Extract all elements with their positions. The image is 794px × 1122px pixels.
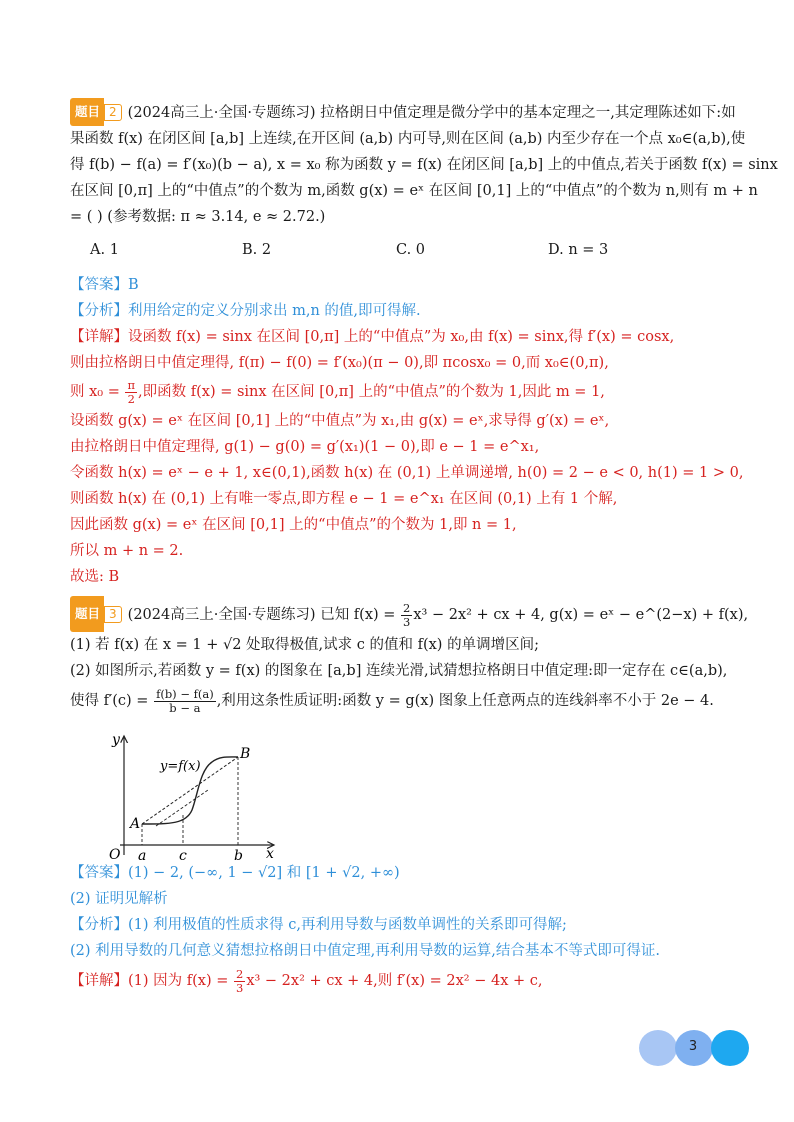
problem2-detail-7: 则函数 h(x) 在 (0,1) 上有唯一零点,即方程 e − 1 = e^x₁ 在区间 (0,1) 上有 1 个解, [70, 491, 618, 507]
page-content [70, 98, 778, 998]
fraction-numerator: π [127, 377, 136, 392]
point-a-label: A [130, 816, 141, 832]
y-axis-label: y [112, 732, 120, 748]
problem2-detail-2: 则由拉格朗日中值定理得, f(π) − f(0) = f′(x₀)(π − 0),即 πcosx₀ = 0,而 x₀∈(0,π), [70, 355, 609, 371]
fraction-numerator: 2 [403, 600, 411, 615]
choice-d: D. n = 3 [548, 242, 609, 258]
problem3-q1: (1) 若 f(x) 在 x = 1 + √2 处取得极值,试求 c 的值和 f(x) 的单调增区间; [70, 637, 539, 653]
page-number: 3 [688, 1039, 698, 1054]
x-axis-label: x [266, 846, 274, 860]
problem3-analysis-2: (2) 利用导数的几何意义猜想拉格朗日中值定理,再利用导数的运算,结合基本不等式即可得证. [70, 943, 660, 959]
problem2-answer: 【答案】B [70, 277, 139, 293]
fraction-two-thirds [401, 602, 412, 629]
problem2-analysis: 【分析】利用给定的定义分别求出 m,n 的值,即可得解. [70, 303, 421, 319]
fraction-denominator: 3 [403, 614, 411, 629]
problem2-line-4: 在区间 [0,π] 上的“中值点”的个数为 m,函数 g(x) = eˣ 在区间 [0,1] 上的“中值点”的个数为 n,则有 m + n [70, 183, 758, 199]
q2-text: ,利用这条性质证明:函数 y = g(x) 图象上任意两点的连线斜率不小于 2e − 4. [216, 693, 714, 709]
fraction-denominator: b − a [169, 700, 201, 715]
tick-c-label: c [179, 848, 187, 860]
problem3-answer-1: 【答案】(1) − 2, (−∞, 1 − √2] 和 [1 + √2, +∞) [70, 865, 400, 881]
problem3-stem-cont: x³ − 2x² + cx + 4, g(x) = eˣ − e^(2−x) + f(x), [413, 607, 749, 623]
choice-c: C. 0 [396, 242, 426, 258]
fraction-denominator: 2 [127, 391, 135, 406]
problem3-detail-1 [70, 964, 745, 998]
figure-svg [100, 730, 280, 860]
detail-text: x³ − 2x² + cx + 4,则 f′(x) = 2x² − 4x + c, [246, 973, 543, 989]
problem2-line-5: = ( ) (参考数据: π ≈ 3.14, e ≈ 2.72.) [70, 209, 326, 225]
tick-a-label: a [138, 848, 147, 860]
tick-b-label: b [234, 848, 243, 860]
problem-number: 2 [104, 104, 122, 121]
detail-text: ,即函数 f(x) = sinx 在区间 [0,π] 上的“中值点”的个数为 1,因此 m = 1, [138, 384, 605, 400]
problem2-line-2: 果函数 f(x) 在闭区间 [a,b] 上连续,在开区间 (a,b) 内可导,则在区间 (a,b) 内至少存在一个点 x₀∈(a,b),使 [70, 131, 746, 147]
problem2-detail-8: 因此函数 g(x) = eˣ 在区间 [0,1] 上的“中值点”的个数为 1,即 n = 1, [70, 517, 517, 533]
footer-circle-left [639, 1030, 677, 1066]
problem2-line-1 [70, 98, 745, 126]
detail-text: 则 x₀ = [70, 384, 125, 400]
problem-tag: 题目 [70, 98, 104, 126]
detail-text: 【详解】(1) 因为 f(x) = [70, 973, 233, 989]
origin-label: O [109, 847, 121, 860]
problem2-line-3: 得 f(b) − f(a) = f′(x₀)(b − a), x = x₀ 称为函数 y = f(x) 在闭区间 [a,b] 上的中值点,若关于函数 f(x) = sinx [70, 157, 778, 173]
problem2-detail-5: 由拉格朗日中值定理得, g(1) − g(0) = g′(x₁)(1 − 0),即 e − 1 = e^x₁, [70, 439, 540, 455]
problem2-detail-10: 故选: B [70, 569, 120, 585]
problem3-q2-cont [70, 684, 745, 718]
fraction-mean-value [154, 688, 216, 715]
point-b-label: B [240, 746, 251, 762]
footer-circle-right [711, 1030, 749, 1066]
curve-label: y=f(x) [160, 759, 201, 774]
q2-text: 使得 f′(c) = [70, 693, 154, 709]
problem2-detail-3 [70, 376, 745, 408]
problem3-line-1 [70, 596, 749, 632]
fraction-pi-over-2 [125, 379, 137, 406]
fraction-two-thirds [234, 968, 245, 995]
fraction-numerator: f(b) − f(a) [156, 686, 214, 701]
mean-value-figure [100, 730, 280, 860]
fraction-numerator: 2 [235, 966, 244, 981]
problem2-stem: (2024高三上·全国·专题练习) 拉格朗日中值定理是微分学中的基本定理之一,其定理陈述如下:如 [127, 105, 736, 121]
problem2-detail-6: 令函数 h(x) = eˣ − e + 1, x∈(0,1),函数 h(x) 在 (0,1) 上单调递增, h(0) = 2 − e < 0, h(1) = 1 > 0, [70, 465, 744, 481]
problem3-q2: (2) 如图所示,若函数 y = f(x) 的图象在 [a,b] 连续光滑,试猜想拉格朗日中值定理:即一定存在 c∈(a,b), [70, 663, 728, 679]
problem-number: 3 [104, 606, 122, 623]
fraction-denominator: 3 [235, 980, 244, 995]
problem2-detail-9: 所以 m + n = 2. [70, 543, 184, 559]
problem-tag: 题目 [70, 596, 104, 632]
problem2-detail-1: 【详解】设函数 f(x) = sinx 在区间 [0,π] 上的“中值点”为 x₀,由 f(x) = sinx,得 f′(x) = cosx, [70, 329, 675, 345]
problem3-analysis-1: 【分析】(1) 利用极值的性质求得 c,再利用导数与函数单调性的关系即可得解; [70, 917, 567, 933]
choice-b: B. 2 [242, 242, 272, 258]
problem2-choices [70, 238, 745, 268]
problem3-answer-2: (2) 证明见解析 [70, 891, 168, 907]
problem2-detail-4: 设函数 g(x) = eˣ 在区间 [0,1] 上的“中值点”为 x₁,由 g(x) = eˣ,求导得 g′(x) = eˣ, [70, 413, 610, 429]
problem3-stem: (2024高三上·全国·专题练习) 已知 f(x) = [127, 607, 401, 623]
choice-a: A. 1 [90, 242, 119, 258]
